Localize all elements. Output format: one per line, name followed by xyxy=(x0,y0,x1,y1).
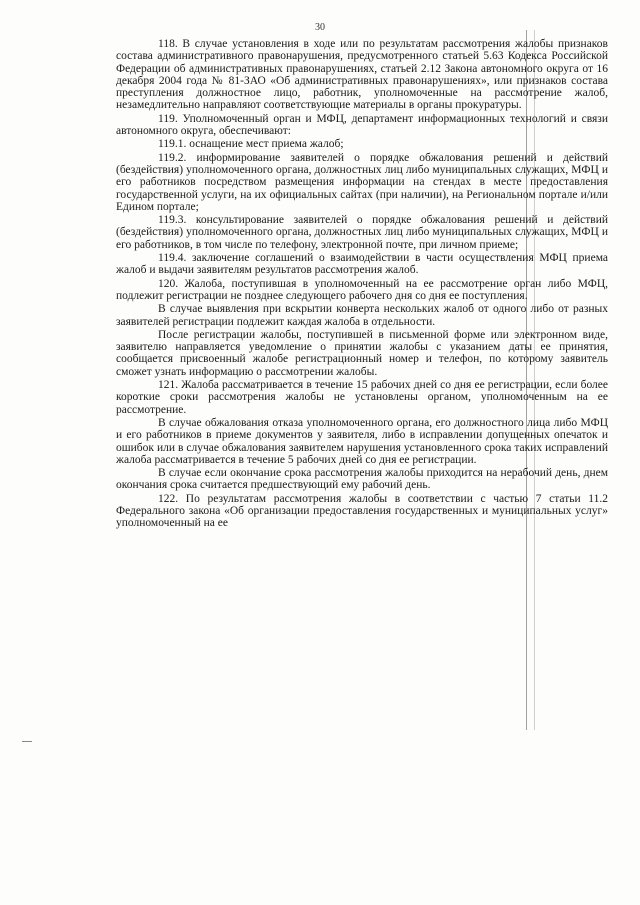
paragraph-119-3: 119.3. консультирование заявителей о порядке обжалования решений и действий (бездействия) уполномоченного органа, должностных лиц либо муниципальных служащих, МФЦ и его работников, в том числе по телефону, электронной почте, при личном приеме; xyxy=(116,214,608,251)
paragraph-120-registration: После регистрации жалобы, поступившей в письменной форме или электронном виде, заявителю направляется уведомление о принятии жалобы с указанием даты ее принятия, сообщается присвоенный жалобе регистрационный номер и телефон, по которому заявитель сможет узнать информацию о рассмотрении жалобы. xyxy=(116,328,608,378)
paragraph-119-2: 119.2. информирование заявителей о порядке обжалования решений и действий (бездействия) уполномоченного органа, должностных лиц либо муниципальных служащих, МФЦ и его работников посредством размещения информации на стендах в месте предоставления государственной услуги, на их официальных сайтах (при наличии), на Региональном портале и/или Едином портале; xyxy=(116,151,608,213)
paragraph-121: 121. Жалоба рассматривается в течение 15 рабочих дней со дня ее регистрации, если более короткие сроки рассмотрения жалобы не установлены органом, уполномоченным на ее рассмотрение. xyxy=(116,379,608,416)
paragraph-119: 119. Уполномоченный орган и МФЦ, департамент информационных технологий и связи автономного округа, обеспечивают: xyxy=(116,112,608,138)
paragraph-121-refusal: В случае обжалования отказа уполномоченного органа, его должностного лица либо МФЦ и его работников в приеме документов у заявителя, либо в исправлении допущенных опечаток и ошибок или в случае обжалования заявителем нарушения установленного срока таких исправлений жалоба рассматривается в течение 5 рабочих дней со дня ее регистрации. xyxy=(116,416,608,466)
paragraph-120-envelope: В случае выявления при вскрытии конверта нескольких жалоб от одного либо от разных заявителей регистрации подлежит каждая жалоба в отдельности. xyxy=(116,303,608,328)
paragraph-119-4: 119.4. заключение соглашений о взаимодействии в части осуществления МФЦ приема жалоб и выдачи заявителям результатов рассмотрения жалоб. xyxy=(116,252,608,277)
paragraph-118: 118. В случае установления в ходе или по результатам рассмотрения жалобы признаков состава административного правонарушения, предусмотренного статьей 5.63 Кодекса Российской Федерации об административных правонарушениях, статьей 2.12 Закона автономного округа от 16 декабря 2004 года № 81-ЗАО «Об административных правонарушениях», или признаков состава преступления должностное лицо, работник, уполномоченные на рассмотрение жалоб, незамедлительно направляют соответствующие материалы в органы прокуратуры. xyxy=(116,38,608,112)
paragraph-121-holiday: В случае если окончание срока рассмотрения жалобы приходится на нерабочий день, днем окончания срока считается предшествующий ему рабочий день. xyxy=(116,467,608,492)
margin-mark xyxy=(22,741,32,742)
paragraph-120: 120. Жалоба, поступившая в уполномоченный на ее рассмотрение орган либо МФЦ, подлежит регистрации не позднее следующего рабочего дня со дня ее поступления. xyxy=(116,277,608,302)
page-number: 30 xyxy=(315,22,325,33)
paragraph-122: 122. По результатам рассмотрения жалобы в соответствии с частью 7 статьи 11.2 Федерального закона «Об организации предоставления государственных и муниципальных услуг» уполномоченный на ее xyxy=(116,492,608,530)
document-body xyxy=(116,38,608,531)
paragraph-119-1: 119.1. оснащение мест приема жалоб; xyxy=(158,138,344,151)
